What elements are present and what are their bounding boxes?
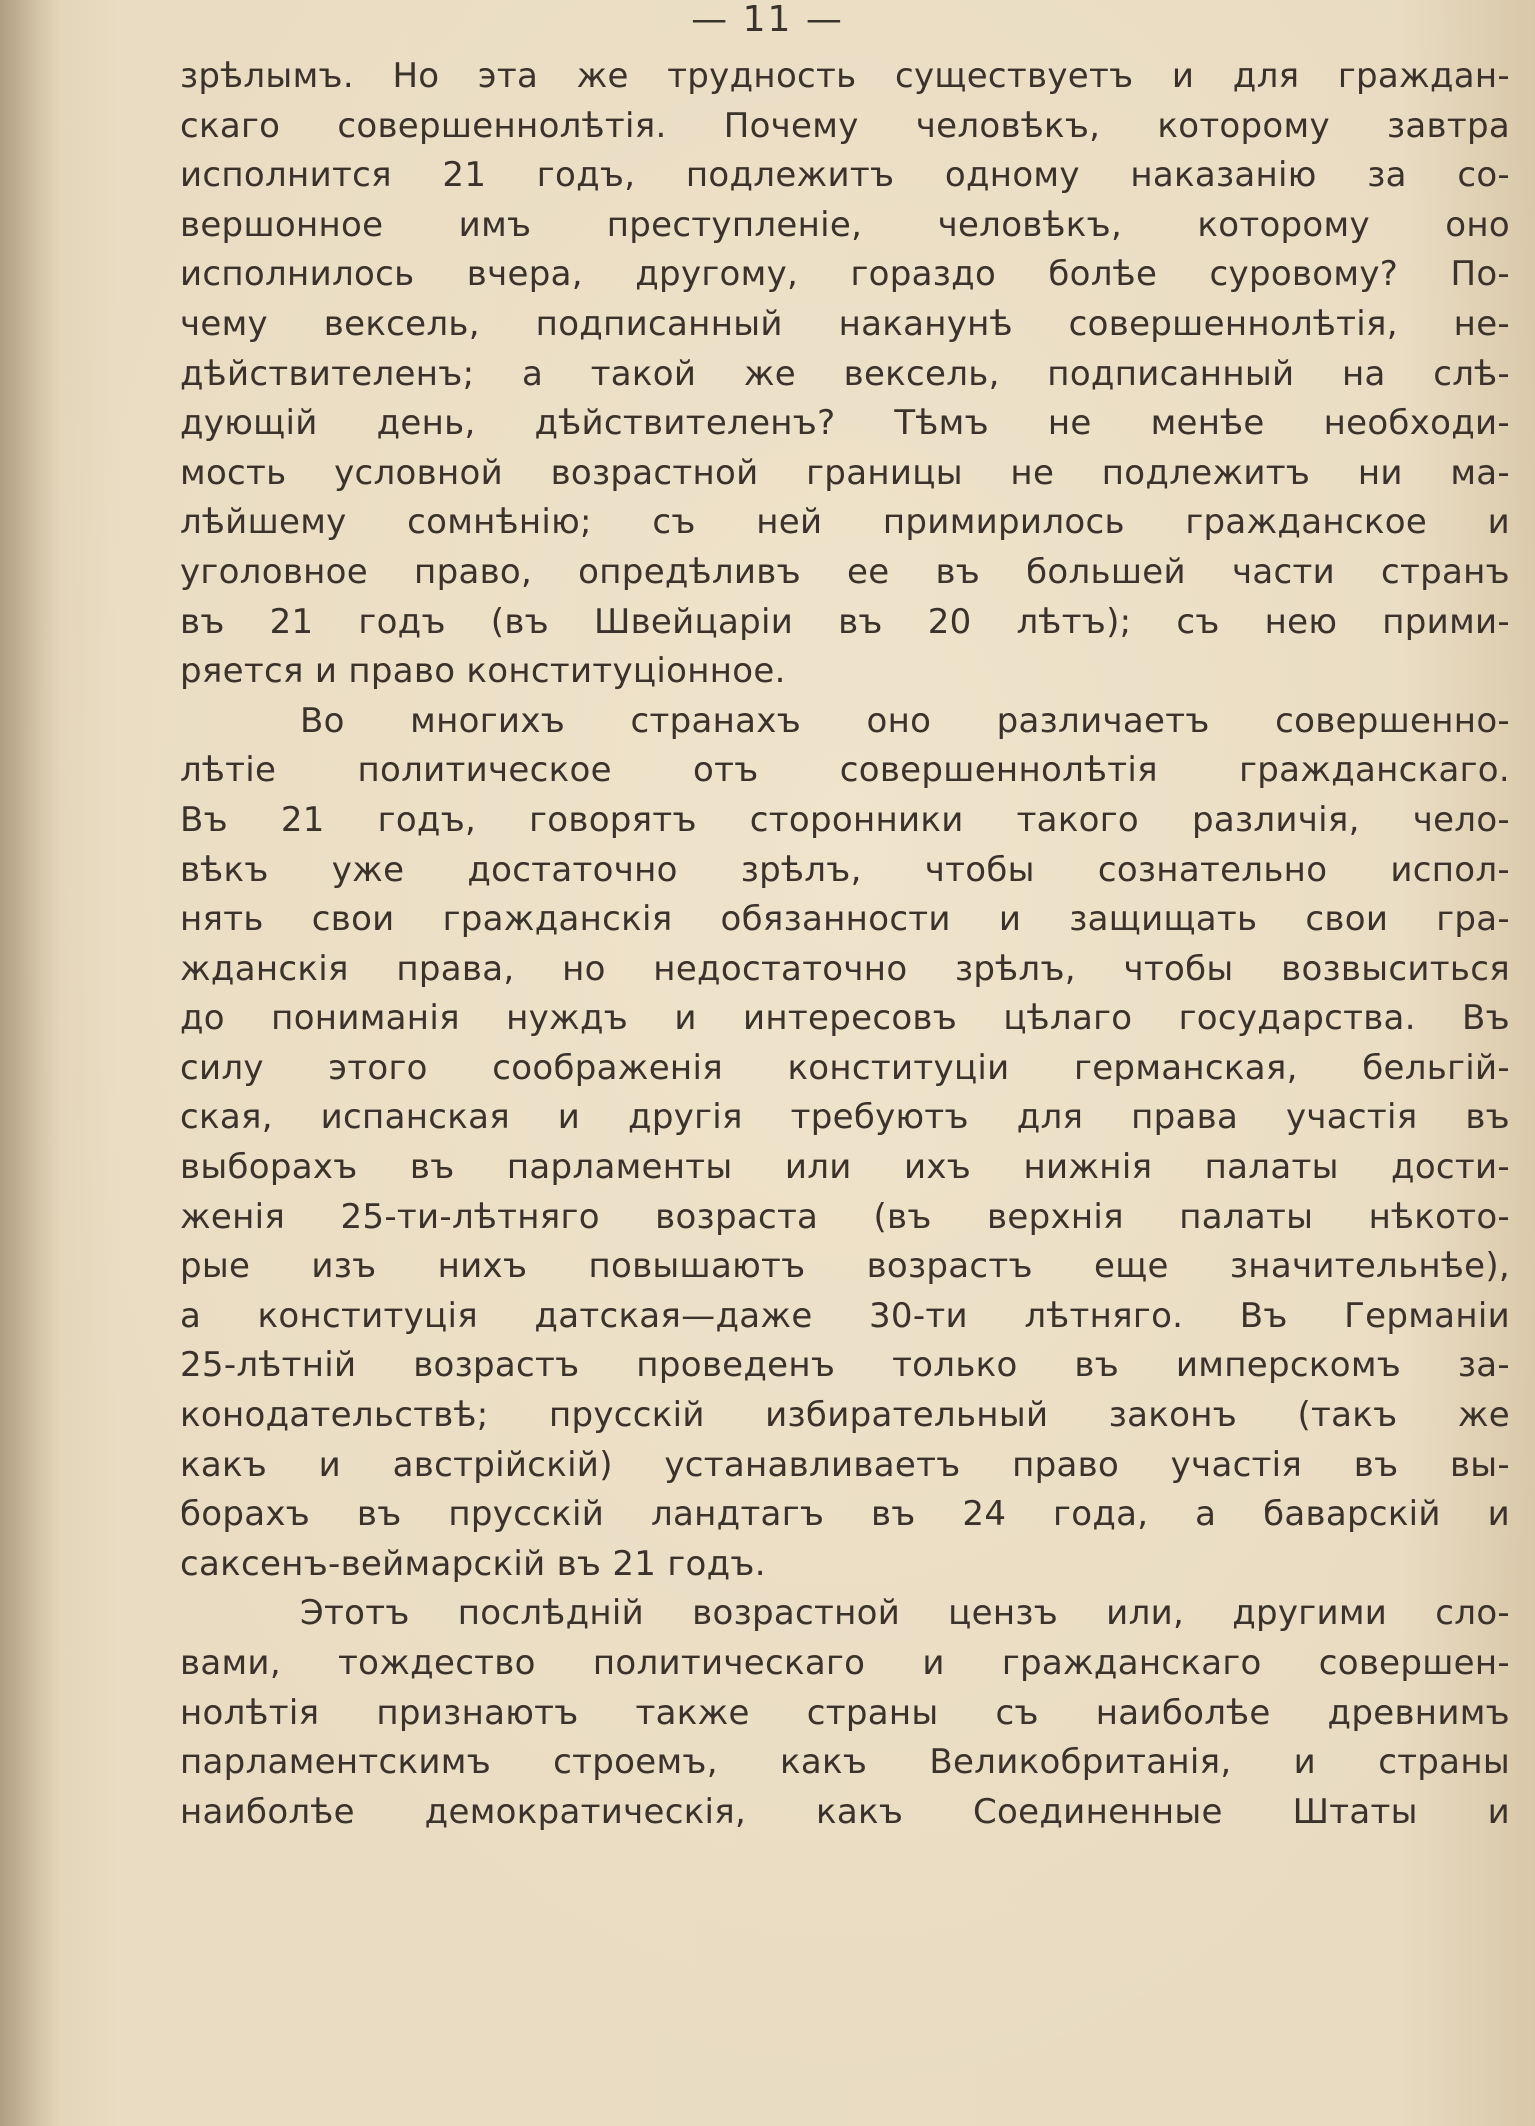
text-line: женія 25-ти-лѣтняго возраста (въ верхнія палаты нѣкото- <box>180 1196 1510 1237</box>
text-line: лѣйшему сомнѣнію; съ ней примирилось гражданское и <box>180 502 1510 543</box>
text-line: скаго совершеннолѣтія. Почему человѣкъ, которому завтра <box>180 105 1510 146</box>
text-line: ряется и право конституціонное. <box>180 651 786 692</box>
text-line: силу этого соображенія конституціи германская, бельгій- <box>180 1047 1510 1088</box>
text-line: мость условной возрастной границы не подлежитъ ни ма- <box>180 452 1510 493</box>
text-line: исполнится 21 годъ, подлежитъ одному наказанію за со- <box>180 155 1510 196</box>
text-line: конодательствѣ; прусскій избирательный законъ (такъ же <box>180 1395 1510 1436</box>
text-line: въ 21 годъ (въ Швейцаріи въ 20 лѣтъ); съ нею прими- <box>180 601 1510 642</box>
text-line: уголовное право, опредѣливъ ее въ большей части странъ <box>180 551 1510 592</box>
text-line: нолѣтія признаютъ также страны съ наиболѣе древнимъ <box>180 1692 1510 1733</box>
body-text <box>180 52 1510 1837</box>
text-line: ская, испанская и другія требуютъ для права участія въ <box>180 1097 1510 1138</box>
text-line: Во многихъ странахъ оно различаетъ совершенно- <box>300 700 1510 741</box>
text-line: вершонное имъ преступленіе, человѣкъ, которому оно <box>180 204 1510 245</box>
text-line: нять свои гражданскія обязанности и защищать свои гра- <box>180 899 1510 940</box>
text-line: чему вексель, подписанный наканунѣ совершеннолѣтія, не- <box>180 303 1510 344</box>
text-line: Этотъ послѣдній возрастной цензъ или, другими сло- <box>300 1593 1510 1634</box>
text-line: 25-лѣтній возрастъ проведенъ только въ имперскомъ за- <box>180 1345 1510 1386</box>
text-line: вѣкъ уже достаточно зрѣлъ, чтобы сознательно испол- <box>180 849 1510 890</box>
text-line: рые изъ нихъ повышаютъ возрастъ еще значительнѣе), <box>180 1246 1510 1287</box>
text-line: лѣтіе политическое отъ совершеннолѣтія гражданскаго. <box>180 750 1510 791</box>
text-line: до пониманія нуждъ и интересовъ цѣлаго государства. Въ <box>180 998 1510 1039</box>
text-line: зрѣлымъ. Но эта же трудность существуетъ и для граждан- <box>180 56 1510 96</box>
text-line: выборахъ въ парламенты или ихъ нижнія палаты дости- <box>180 1147 1510 1188</box>
text-line: вами, тождество политическаго и гражданскаго совершен- <box>180 1643 1510 1683</box>
text-line: жданскія права, но недостаточно зрѣлъ, чтобы возвыситься <box>180 948 1510 989</box>
text-line: борахъ въ прусскій ландтагъ въ 24 года, а баварскій и <box>180 1494 1510 1535</box>
text-line: парламентскимъ строемъ, какъ Великобританія, и страны <box>180 1742 1510 1783</box>
text-line: дѣйствителенъ; а такой же вексель, подписанный на слѣ- <box>180 353 1510 394</box>
page-number: — 11 — <box>691 0 844 40</box>
page-gutter-shadow <box>0 0 60 2126</box>
text-line: наиболѣе демократическія, какъ Соединенные Штаты и <box>180 1791 1510 1832</box>
text-line: исполнилось вчера, другому, гораздо болѣе суровому? По- <box>180 254 1510 295</box>
text-line: а конституція датская—даже 30-ти лѣтняго. Въ Германіи <box>180 1295 1510 1336</box>
text-line: какъ и австрійскій) устанавливаетъ право участія въ вы- <box>180 1444 1510 1485</box>
text-line: Въ 21 годъ, говорятъ сторонники такого различія, чело- <box>180 799 1510 840</box>
text-line: саксенъ-веймарскій въ 21 годъ. <box>180 1543 766 1584</box>
text-line: дующій день, дѣйствителенъ? Тѣмъ не менѣе необходи- <box>180 403 1510 444</box>
